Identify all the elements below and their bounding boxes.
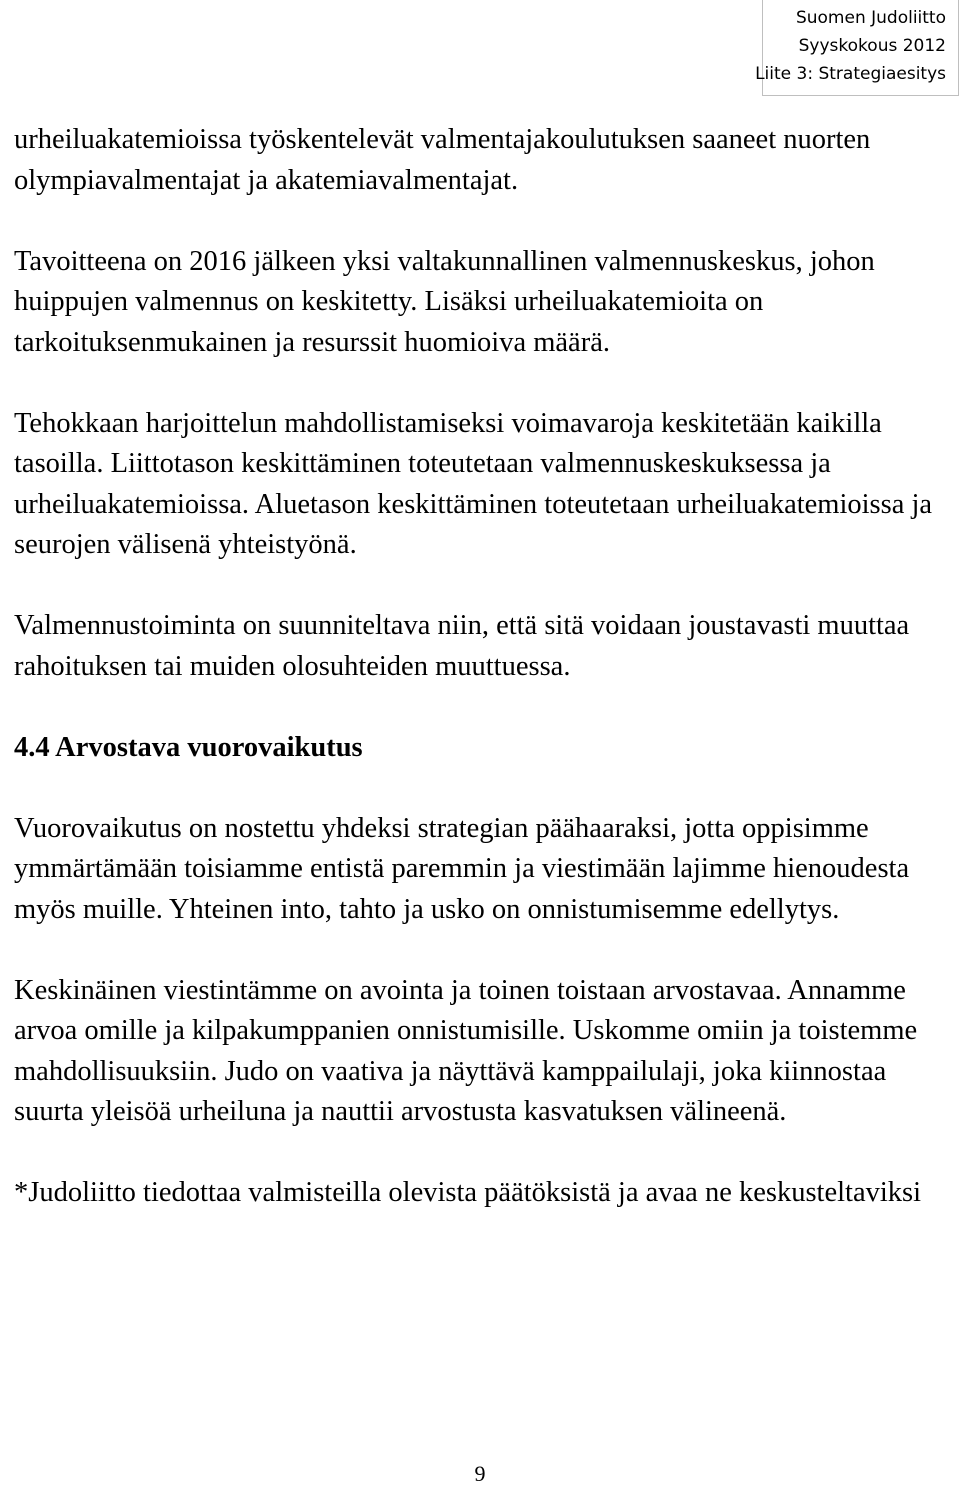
header-meeting: Syyskokous 2012 (798, 36, 946, 56)
paragraph-2: Tavoitteena on 2016 jälkeen yksi valtakunnallinen valmennuskeskus, johon huippujen valmennus on keskitetty. Lisäksi urheiluakatemioita on tarkoituksenmukainen ja resurssit huomioiva määrä. (14, 245, 875, 358)
page-number: 9 (474, 1461, 486, 1486)
document-body (14, 120, 954, 1254)
paragraph-7: *Judoliitto tiedottaa valmisteilla olevista päätöksistä ja avaa ne keskusteltaviksi (14, 1177, 922, 1208)
paragraph-3: Tehokkaan harjoittelun mahdollistamiseksi voimavaroja keskitetään kaikilla tasoilla. Liittotason keskittäminen toteutetaan valmennuskeskuksessa ja urheiluakatemioissa. Aluetason keskittäminen toteutetaan urheiluakatemioissa ja seurojen välisenä yhteistyönä. (14, 407, 933, 560)
paragraph-6: Keskinäinen viestintämme on avointa ja toinen toistaan arvostavaa. Annamme arvoa omille ja kilpakumppanien onnistumisille. Uskomme omiin ja toistemme mahdollisuuksiin. Judo on vaativa ja näyttävä kamppailulaji, joka kiinnostaa suurta yleisöä urheiluna ja nauttii arvostusta kasvatuksen välineenä. (14, 974, 918, 1127)
paragraph-4: Valmennustoiminta on suunniteltava niin, että sitä voidaan joustavasti muuttaa rahoituksen tai muiden olosuhteiden muuttuessa. (14, 610, 910, 682)
section-heading: 4.4 Arvostava vuorovaikutus (14, 731, 363, 763)
header-organization: Suomen Judoliitto (795, 8, 946, 28)
paragraph-1: urheiluakatemioissa työskentelevät valmentajakoulutuksen saaneet nuorten olympiavalmentajat ja akatemiavalmentajat. (14, 124, 871, 196)
paragraph-5: Vuorovaikutus on nostettu yhdeksi strategian päähaaraksi, jotta oppisimme ymmärtämään toisiamme entistä paremmin ja viestimään lajimme hienoudesta myös muille. Yhteinen into, tahto ja usko on onnistumisemme edellytys. (14, 812, 910, 925)
header-attachment: Liite 3: Strategiaesitys (755, 64, 946, 84)
document-header (755, 0, 959, 96)
